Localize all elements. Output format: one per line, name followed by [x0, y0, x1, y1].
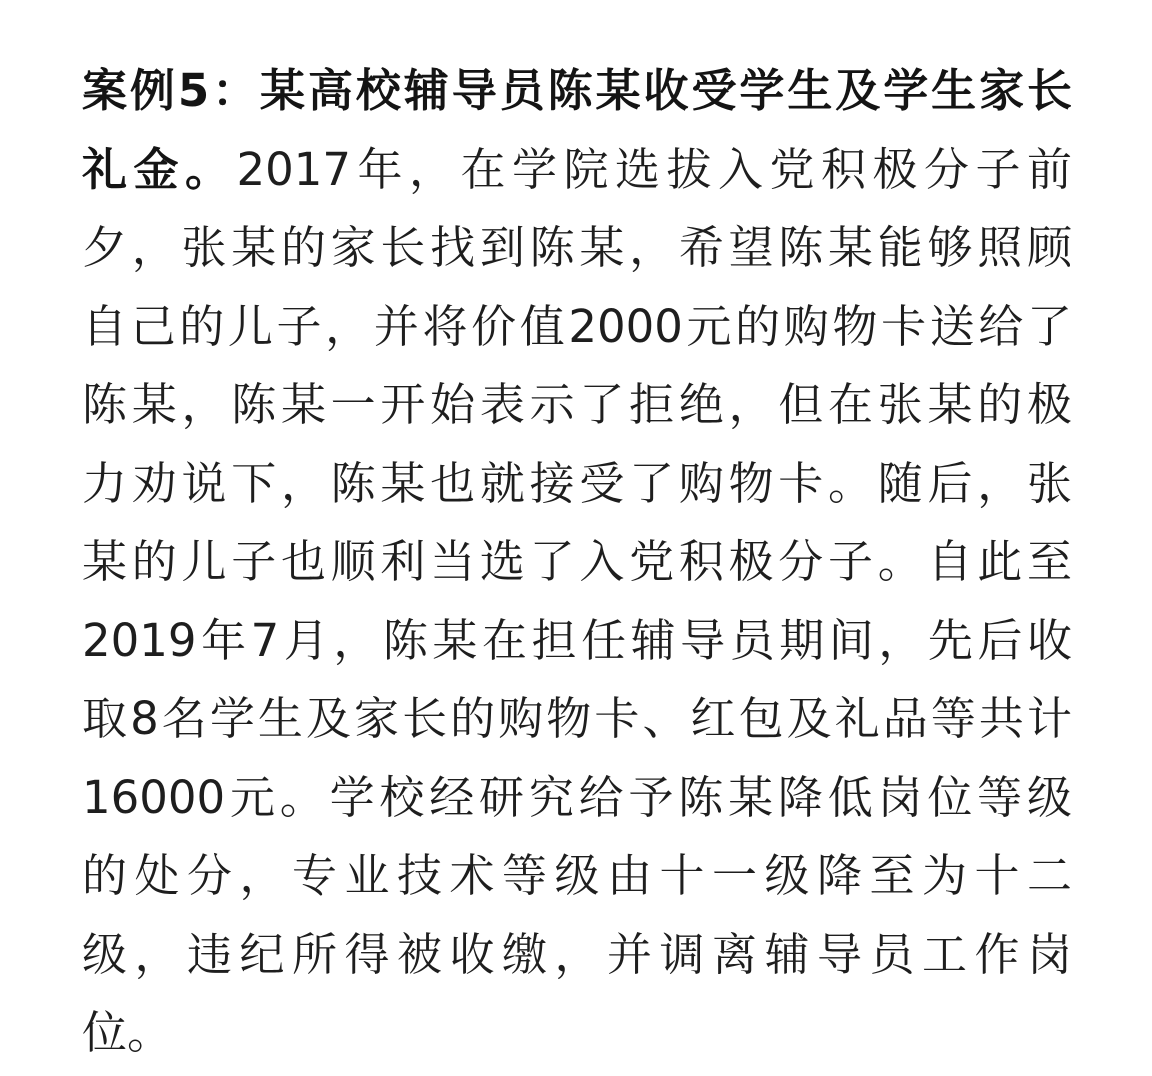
- article-line-last: 位。: [82, 1006, 173, 1059]
- case-title-line: 案例5：某高校辅导员陈某收受学生及学生家长: [82, 64, 1073, 117]
- article-line: 16000元。学校经研究给予陈某降低岗位等级: [82, 770, 1072, 824]
- article-line: 级，违纪所得被收缴，并调离辅导员工作岗: [82, 927, 1072, 981]
- article-line: 2019年7月，陈某在担任辅导员期间，先后收: [82, 613, 1072, 667]
- case-title-end: 礼金。: [82, 142, 237, 196]
- article-line-2-text: 2017年，在学院选拔入党积极分子前: [236, 142, 1072, 196]
- article-body: [82, 52, 1072, 1073]
- article-line: 力劝说下，陈某也就接受了购物卡。随后，张: [82, 456, 1072, 510]
- article-line: 夕，张某的家长找到陈某，希望陈某能够照顾: [82, 221, 1072, 274]
- article-line: 取8名学生及家长的购物卡、红包及礼品等共计: [82, 692, 1072, 745]
- article-line: 某的儿子也顺利当选了入党积极分子。自此至: [82, 535, 1072, 588]
- article-line: 的处分，专业技术等级由十一级降至为十二: [82, 849, 1072, 902]
- article-line: 陈某，陈某一开始表示了拒绝，但在张某的极: [82, 378, 1072, 431]
- article-line-2: [82, 131, 1072, 210]
- article-line: 自己的儿子，并将价值2000元的购物卡送给了: [82, 299, 1072, 353]
